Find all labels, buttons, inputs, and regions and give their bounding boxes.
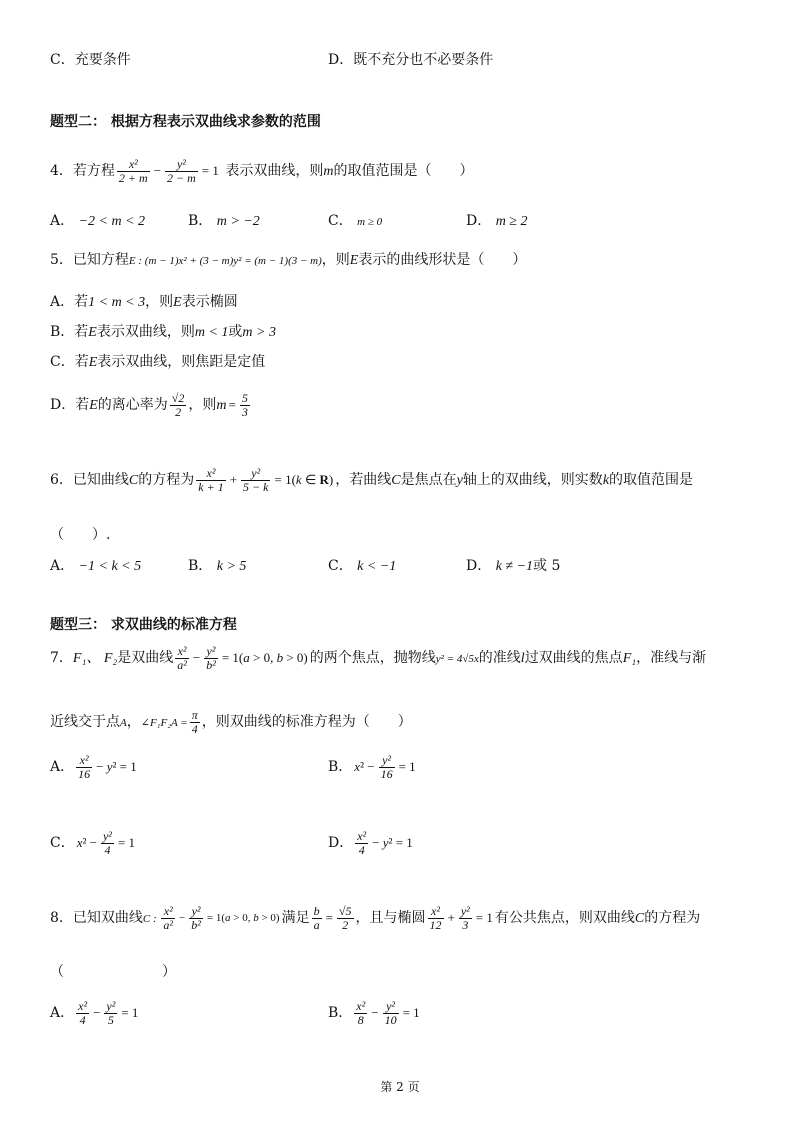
q5-text-2: 表示的曲线形状是（ ） — [358, 252, 527, 268]
q6-fraction-1: $\frac{\text{x²}}{k + 1}$ — [198, 465, 224, 494]
q6-option-c: C． k < −1 — [328, 558, 397, 574]
q6-paren: （ ）. — [50, 527, 111, 543]
q6-fraction-2: $\frac{\text{y²}}{5 - k}$ — [243, 465, 269, 494]
q7-line-2: 近线交于点A，∠F₁F₂A = $\frac{\pi}{4}$ ，则双曲线的标准方程为（ ） — [50, 707, 412, 736]
q7-option-d: D． $\frac{\text{x²}}{4}$ − y² = 1 — [328, 828, 413, 857]
section-title-3: 题型三： 求双曲线的标准方程 — [50, 617, 237, 633]
question-4: 4．若方程 $\frac{\text{x²}}{2 + m}$ − $\frac{\text{y²}}{2 - m}$ = 1 表示双曲线，则m的取值范围是（ ） — [50, 156, 474, 185]
q6-option-d: D． k ≠ −1或 5 — [466, 558, 561, 574]
q5-equation: E : (m − 1)x² + (3 − m)y² = (m − 1)(3 − m) — [128, 255, 322, 267]
page-number: 第 2 页 — [380, 1080, 420, 1094]
q8-paren: （ ） — [50, 964, 176, 980]
q5-option-c: C．若E表示双曲线，则焦距是定值 — [50, 354, 266, 370]
section-title-2: 题型二： 根据方程表示双曲线求参数的范围 — [50, 114, 321, 130]
q8-option-b: B． $\frac{\text{x²}}{8}$ − $\frac{\text{y²}}{10}$ = 1 — [328, 998, 420, 1027]
q4-fraction-1: $\frac{\text{x²}}{2 + m}$ — [118, 156, 148, 185]
q7-option-a: A． $\frac{\text{x²}}{16}$ − y² = 1 — [50, 752, 137, 781]
question-7: 7．F₁、 F₂是双曲线 $\frac{\text{x²}}{\text{a²}}$ − $\frac{\text{y²}}{\text{b²}}$ = 1(a > 0, b > 0) 的两个焦点，抛物线y² = 4√5x的准线l过双曲线的焦点F₁，准线与渐 — [50, 643, 707, 672]
q6-option-b: B． k > 5 — [188, 558, 247, 574]
q4-fraction-2: $\frac{\text{y²}}{2 - m}$ — [167, 156, 196, 185]
q4-text-2: 的取值范围是（ ） — [333, 163, 474, 179]
question-5 — [50, 250, 526, 271]
q7-option-b: B． x² − $\frac{\text{y²}}{16}$ = 1 — [328, 752, 416, 781]
q4-option-b: B． m > −2 — [188, 213, 260, 229]
q5-option-b: B．若E表示双曲线，则m < 1或m > 3 — [50, 324, 276, 340]
q7-fraction-pi4: $\frac{\pi}{4}$ — [191, 707, 198, 736]
q5-d-fraction-sqrt2: $\frac{√2}{2}$ — [171, 390, 185, 419]
q5-prefix: 5．已知方程 — [50, 252, 129, 268]
q4-option-d: D． m ≥ 2 — [466, 213, 528, 229]
q5-option-a: A．若1 < m < 3，则E表示椭圆 — [50, 294, 238, 310]
q7-fraction-x2a2: $\frac{\text{x²}}{\text{a²}}$ — [177, 643, 187, 672]
q4-option-c: C． m ≥ 0 — [328, 213, 383, 229]
q7-option-c: C． x² − $\frac{\text{y²}}{4}$ = 1 — [50, 828, 136, 857]
question-6: 6．已知曲线C的方程为 $\frac{\text{x²}}{k + 1}$ + $\frac{\text{y²}}{5 - k}$ = 1(k ∈ R) ，若曲线C是焦点在y轴上的双曲线，则实数k的取值范围是 — [50, 465, 694, 494]
q8-option-a: A． $\frac{\text{x²}}{4}$ − $\frac{\text{y²}}{5}$ = 1 — [50, 998, 139, 1027]
q5-option-d: D．若E的离心率为 $\frac{√2}{2}$ ，则m = $\frac{5}{3}$ — [50, 390, 248, 419]
q5-d-fraction-5-3: $\frac{5}{3}$ — [241, 390, 248, 419]
option-d-neither: D．既不充分也不必要条件 — [328, 52, 494, 68]
option-c-sufficient-necessary: C．充要条件 — [50, 52, 131, 68]
q6-option-a: A． −1 < k < 5 — [50, 558, 142, 574]
q7-fraction-y2b2: $\frac{\text{y²}}{\text{b²}}$ — [206, 643, 216, 672]
q4-prefix: 4．若方程 — [50, 163, 115, 179]
q4-text: 表示双曲线，则 — [225, 163, 324, 179]
question-8: 8．已知双曲线C : $\frac{\text{x²}}{\text{a²}}$ − $\frac{\text{y²}}{\text{b²}}$ = 1(a > 0, b > 0) 满足 $\frac{b}{a}$ = $\frac{√5}{2}$ ，且与椭圆 $\frac{\text{x²}}{12}$ + $\frac{\text{y²}}{3}$ = 1 有公共焦点，则双曲线C的方程为 — [50, 903, 701, 932]
q5-var-e: E — [349, 253, 359, 268]
q4-var-m: m — [323, 164, 334, 179]
q5-text: ，则 — [321, 252, 350, 268]
q4-option-a: A． −2 < m < 2 — [50, 213, 146, 229]
